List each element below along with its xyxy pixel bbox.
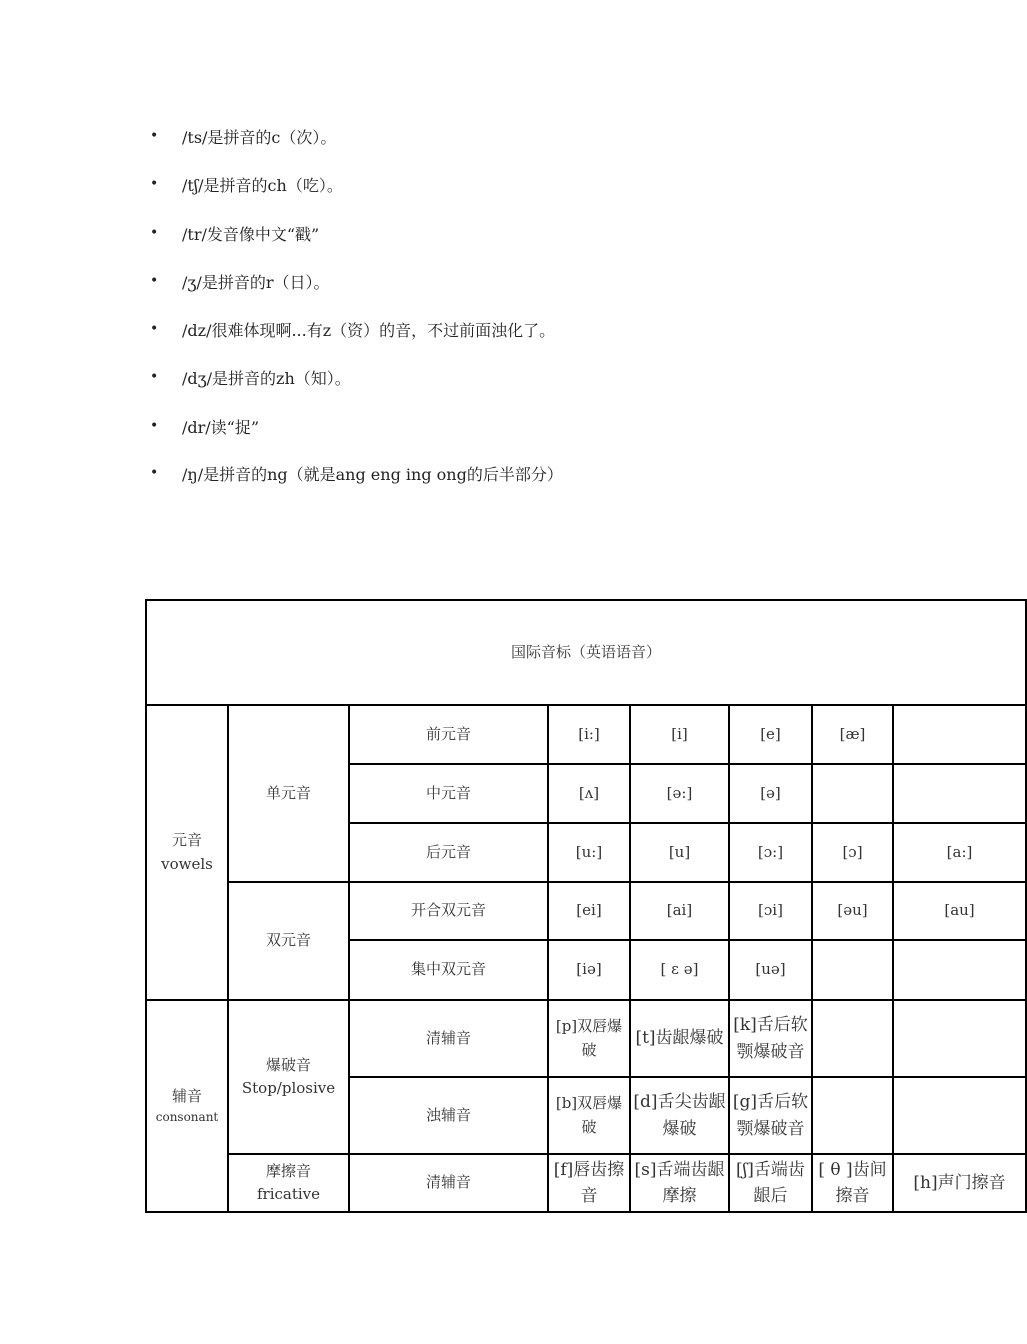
list-item (150, 364, 351, 390)
list-item-text: /dz/很难体现啊...有z（资）的音，不过前面浊化了。 (182, 320, 556, 340)
back-vowel-label: 后元音 (349, 823, 548, 882)
bullet-dot: • (150, 176, 159, 192)
bullet-dot: • (150, 418, 159, 434)
centring-diphthong-label: 集中双元音 (349, 940, 548, 1000)
diphthong-cell: 双元音 (228, 882, 349, 1000)
table-cell: [t]齿龈爆破 (630, 1000, 729, 1077)
monophthong-cell: 单元音 (228, 705, 349, 882)
vowels-en: vowels (161, 854, 213, 873)
table-cell: [i] (630, 705, 729, 764)
table-cell (893, 1000, 1026, 1077)
list-item (150, 220, 319, 246)
list-item-text: /ts/是拼音的c（次）。 (182, 127, 337, 147)
ipa-table (145, 599, 1027, 1213)
table-cell: [ɔ:] (729, 823, 812, 882)
bullet-dot: • (150, 369, 159, 385)
closing-diphthong-label: 开合双元音 (349, 882, 548, 940)
table-cell: [d]舌尖齿龈爆破 (630, 1077, 729, 1154)
ipa-table-container (145, 599, 1006, 1214)
plosive-zh: 爆破音 (265, 1055, 311, 1074)
table-cell: [ə:] (630, 764, 729, 823)
list-item-text: /tr/发音像中文“戳” (182, 224, 320, 244)
table-cell: [f]唇齿擦音 (548, 1154, 630, 1212)
table-cell: [i:] (548, 705, 630, 764)
plosive-cell (228, 1000, 349, 1154)
front-vowel-label: 前元音 (349, 705, 548, 764)
central-vowel-label: 中元音 (349, 764, 548, 823)
bullet-dot: • (150, 465, 159, 481)
table-cell (812, 1000, 893, 1077)
table-cell: [a:] (893, 823, 1026, 882)
list-item-text: /ʒ/是拼音的r（日）。 (182, 272, 330, 292)
table-cell: [ θ ]齿间擦音 (812, 1154, 893, 1212)
table-cell (812, 940, 893, 1000)
table-row (146, 1154, 1026, 1212)
table-cell: [ʌ] (548, 764, 630, 823)
plosive-en: Stop/plosive (241, 1079, 336, 1097)
vowels-header (146, 705, 228, 1000)
table-row (146, 882, 1026, 940)
table-cell (893, 1077, 1026, 1154)
list-item (150, 123, 336, 149)
bullet-dot: • (150, 321, 159, 337)
consonant-en: consonant (155, 1110, 219, 1125)
list-item-text: /ŋ/是拼音的ng（就是ang eng ing ong的后半部分） (182, 464, 563, 484)
table-cell: [ei] (548, 882, 630, 940)
vowels-zh: 元音 (171, 831, 202, 850)
table-cell (812, 764, 893, 823)
list-item (150, 460, 563, 486)
list-item-text: /tʃ/是拼音的ch（吃）。 (182, 175, 343, 195)
voiceless-label: 清辅音 (349, 1154, 548, 1212)
voiced-label: 浊辅音 (349, 1077, 548, 1154)
table-cell: [s]舌端齿龈摩擦 (630, 1154, 729, 1212)
table-cell: [p]双唇爆破 (548, 1000, 630, 1077)
list-item-text: /dʒ/是拼音的zh（知）。 (182, 368, 351, 388)
consonant-header (146, 1000, 228, 1212)
table-cell: [b]双唇爆破 (548, 1077, 630, 1154)
voiceless-label: 清辅音 (349, 1000, 548, 1077)
fricative-en: fricative (256, 1185, 321, 1203)
table-cell: [æ] (812, 705, 893, 764)
table-cell: [k]舌后软颚爆破音 (729, 1000, 812, 1077)
list-item (150, 268, 329, 294)
table-cell (893, 764, 1026, 823)
bullet-dot: • (150, 128, 159, 144)
table-cell: [au] (893, 882, 1026, 940)
table-cell: [h]声门擦音 (893, 1154, 1026, 1212)
list-item (150, 413, 259, 439)
table-cell: [u] (630, 823, 729, 882)
table-cell: [e] (729, 705, 812, 764)
table-title: 国际音标（英语语音） (146, 600, 1026, 705)
list-item-text: /dr/读“捉” (182, 417, 260, 437)
table-cell: [uə] (729, 940, 812, 1000)
table-cell (893, 705, 1026, 764)
table-cell: [ ɛ ə] (630, 940, 729, 1000)
list-item (150, 171, 343, 197)
table-cell: [ʃ]舌端齿龈后 (729, 1154, 812, 1212)
fricative-cell (228, 1154, 349, 1212)
fricative-zh: 摩擦音 (265, 1161, 311, 1180)
table-cell: [ai] (630, 882, 729, 940)
list-item (150, 316, 555, 342)
table-cell: [g]舌后软颚爆破音 (729, 1077, 812, 1154)
table-cell: [u:] (548, 823, 630, 882)
bullet-dot: • (150, 273, 159, 289)
table-row (146, 705, 1026, 764)
table-cell: [iə] (548, 940, 630, 1000)
table-row (146, 1000, 1026, 1077)
table-cell (812, 1077, 893, 1154)
consonant-zh: 辅音 (171, 1087, 202, 1106)
table-cell: [ɔi] (729, 882, 812, 940)
bullet-dot: • (150, 225, 159, 241)
table-cell (893, 940, 1026, 1000)
table-cell: [əu] (812, 882, 893, 940)
table-cell: [ə] (729, 764, 812, 823)
table-cell: [ɔ] (812, 823, 893, 882)
